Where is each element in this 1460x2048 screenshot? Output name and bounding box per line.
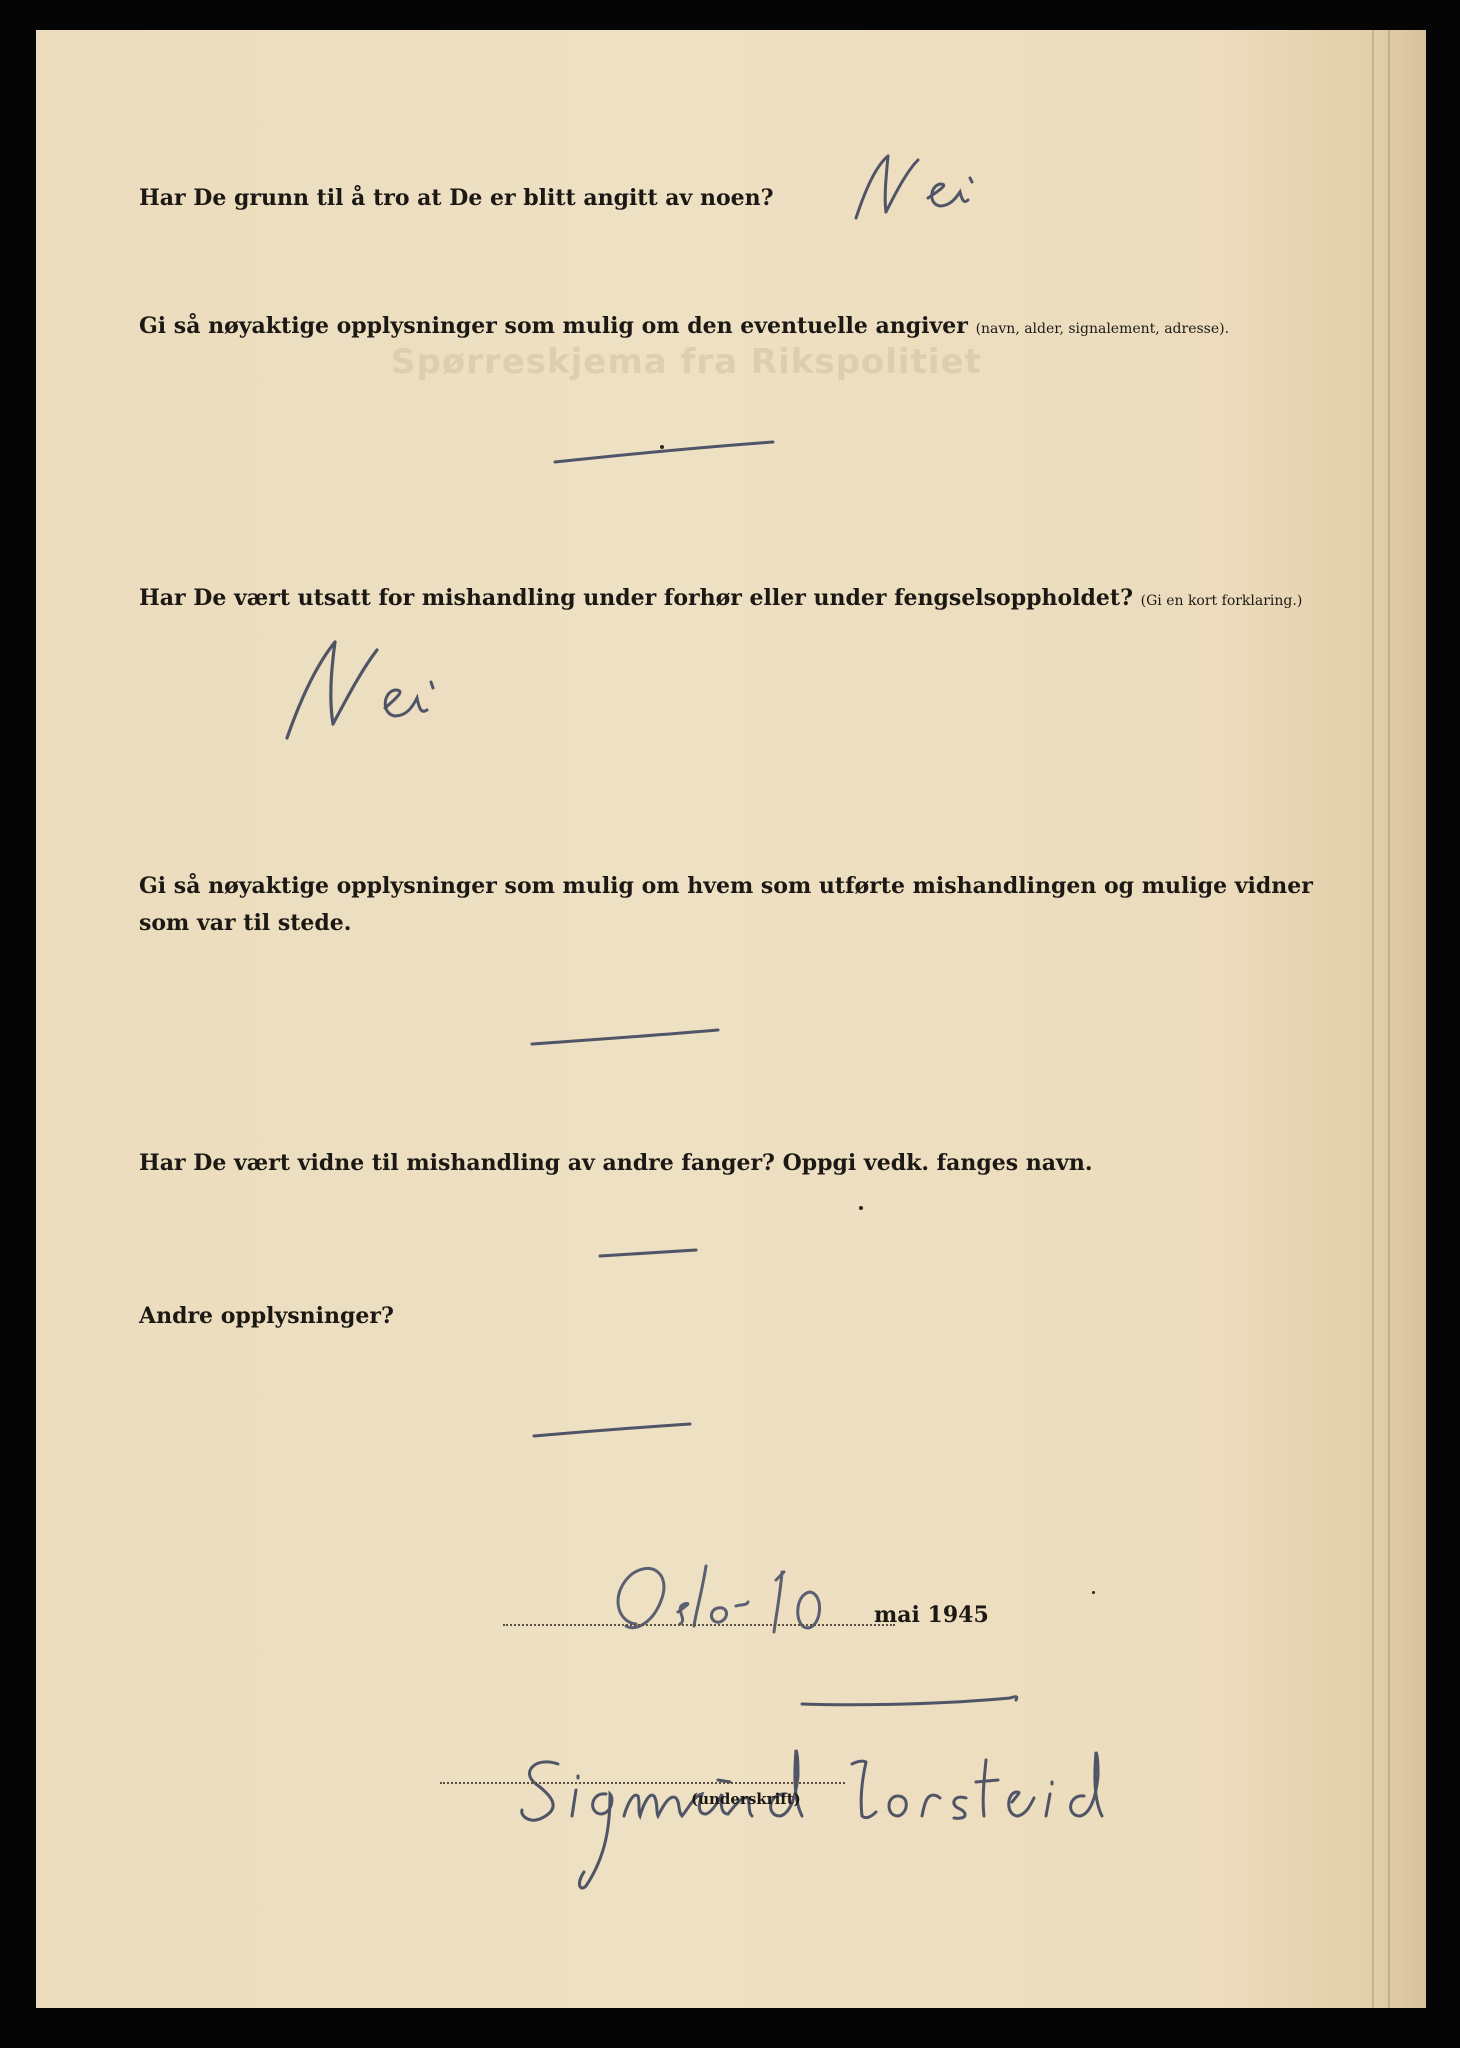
handwritten-dash (596, 1240, 706, 1264)
handwritten-place-date (596, 1552, 896, 1662)
question-utforte-line2 (139, 905, 351, 942)
question-note: (Gi en kort forklaring.) (1140, 593, 1303, 609)
page-edge (1388, 30, 1390, 2008)
handwritten-answer-nei (281, 628, 481, 748)
page-edge (1372, 30, 1374, 2008)
question-text: Har De grunn til å tro at De er blitt angitt av noen? (139, 185, 774, 211)
place-date-dotted-line (503, 1624, 895, 1626)
handwritten-answer-nei (848, 148, 1048, 228)
ink-speck (660, 445, 664, 449)
question-text: Har De vært vidne til mishandling av andre fanger? Oppgi vedk. fanges navn. (139, 1150, 1093, 1176)
date-printed: mai 1945 (874, 1602, 989, 1628)
handwritten-dash (528, 1016, 728, 1052)
place-date-handwritten-text: Oslo 10 (596, 1657, 600, 1658)
question-text: Andre opplysninger? (139, 1303, 394, 1329)
question-mishandling (139, 580, 1302, 620)
handwritten-dash (551, 428, 781, 468)
question-text: Har De vært utsatt for mishandling under forhør eller under fengselsoppholdet? (139, 585, 1133, 611)
question-andre (139, 1298, 394, 1335)
question-vidne (139, 1145, 1092, 1182)
question-text: Gi så nøyaktige opplysninger som mulig om den eventuelle angiver (139, 313, 968, 339)
ink-speck (1092, 1591, 1095, 1594)
question-text-line1: Gi så nøyaktige opplysninger som mulig om hvem som utførte mishandlingen og mulige vidner (139, 873, 1313, 899)
signature-dotted-line (440, 1782, 845, 1784)
question-angiver-details (139, 308, 1229, 348)
bleed-through-heading: Spørreskjema fra Rikspolitiet (391, 342, 982, 382)
handwritten-dash (796, 1684, 1026, 1720)
handwritten-dash (530, 1412, 700, 1444)
question-angitt (139, 180, 774, 217)
question-utforte (139, 868, 1313, 905)
signature-text: Sigmund Torstad (506, 1894, 515, 1895)
signature-caption: (underskrift) (691, 1790, 801, 1808)
ink-speck (859, 1206, 863, 1210)
question-note: (navn, alder, signalement, adresse). (975, 321, 1230, 337)
question-text-line2: som var til stede. (139, 910, 352, 936)
signature (506, 1736, 1186, 1896)
form-page (36, 30, 1426, 2008)
